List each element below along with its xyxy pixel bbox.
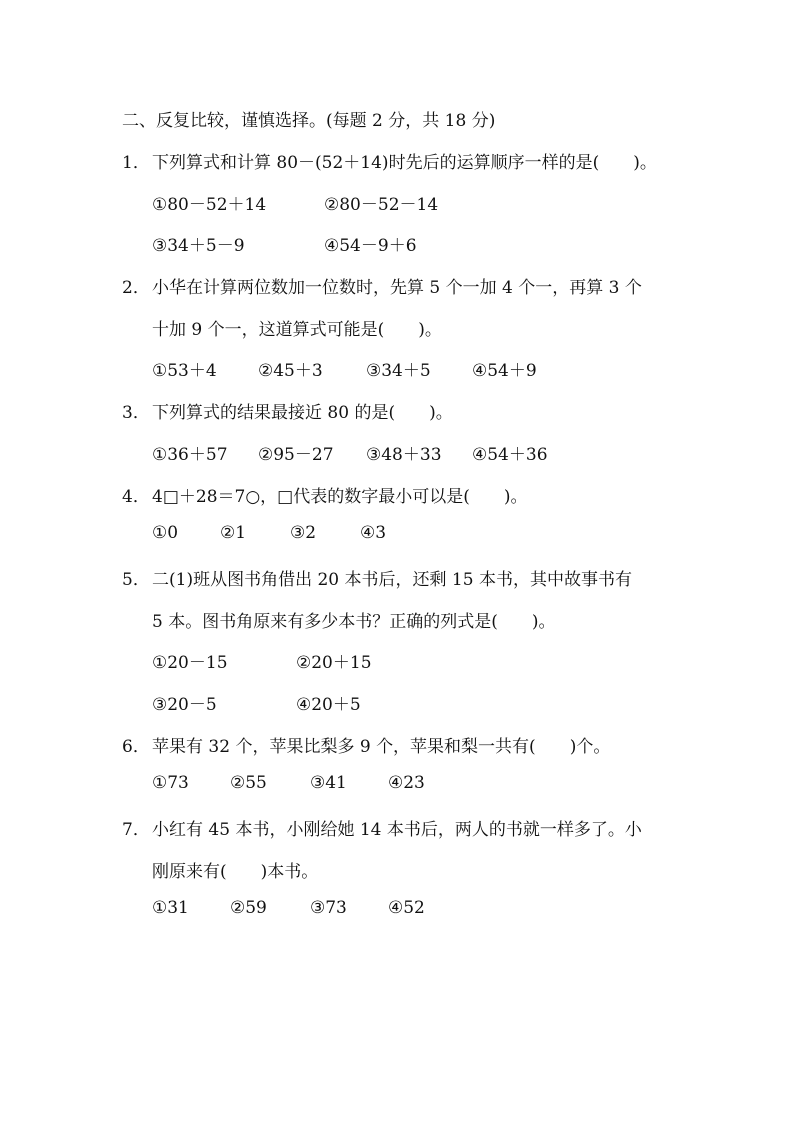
option-4[interactable]: ④23 xyxy=(388,773,425,793)
option-4[interactable]: ④54－9＋6 xyxy=(324,236,417,256)
option-4[interactable]: ④52 xyxy=(388,898,425,918)
option-1[interactable]: ①73 xyxy=(152,773,189,793)
question-number: 1． xyxy=(122,153,150,173)
option-2[interactable]: ②95－27 xyxy=(258,445,334,465)
question-7 xyxy=(122,815,642,840)
option-4[interactable]: ④20＋5 xyxy=(296,695,361,715)
question-text: 小红有 45 本书，小刚给她 14 本书后，两人的书就一样多了。小 xyxy=(152,820,642,840)
option-3[interactable]: ③2 xyxy=(290,523,317,543)
option-3[interactable]: ③48＋33 xyxy=(366,445,442,465)
question-text-continued: 刚原来有( )本书。 xyxy=(152,862,319,882)
question-text: 小华在计算两位数加一位数时，先算 5 个一加 4 个一，再算 3 个 xyxy=(152,278,642,298)
question-text: 苹果有 32 个，苹果比梨多 9 个，苹果和梨一共有( )个。 xyxy=(152,737,611,757)
question-6 xyxy=(122,732,610,757)
question-number: 2． xyxy=(122,278,150,298)
question-text: 二(1)班从图书角借出 20 本书后，还剩 15 本书，其中故事书有 xyxy=(152,570,632,590)
question-5 xyxy=(122,565,632,590)
question-text: 下列算式的结果最接近 80 的是( )。 xyxy=(152,403,453,423)
option-2[interactable]: ②45＋3 xyxy=(258,361,323,381)
option-3[interactable]: ③20－5 xyxy=(152,695,217,715)
question-text-continued: 5 本。图书角原来有多少本书？正确的列式是( )。 xyxy=(152,612,556,632)
option-2[interactable]: ②20＋15 xyxy=(296,653,372,673)
option-1[interactable]: ①80－52＋14 xyxy=(152,195,267,215)
option-2[interactable]: ②55 xyxy=(230,773,267,793)
option-1[interactable]: ①36＋57 xyxy=(152,445,228,465)
section-title: 二、反复比较，谨慎选择。(每题 2 分，共 18 分) xyxy=(122,111,496,131)
option-2[interactable]: ②80－52－14 xyxy=(324,195,439,215)
option-2[interactable]: ②1 xyxy=(220,523,247,543)
option-3[interactable]: ③73 xyxy=(310,898,347,918)
question-text: 下列算式和计算 80－(52＋14)时先后的运算顺序一样的是( )。 xyxy=(152,153,657,173)
option-1[interactable]: ①20－15 xyxy=(152,653,228,673)
question-number: 4． xyxy=(122,487,150,507)
option-1[interactable]: ①53＋4 xyxy=(152,361,217,381)
question-1 xyxy=(122,148,657,173)
option-1[interactable]: ①31 xyxy=(152,898,189,918)
question-text-continued: 十加 9 个一，这道算式可能是( )。 xyxy=(152,320,442,340)
option-3[interactable]: ③34＋5 xyxy=(366,361,431,381)
question-number: 6． xyxy=(122,737,150,757)
question-number: 5． xyxy=(122,570,150,590)
option-3[interactable]: ③34＋5－9 xyxy=(152,236,245,256)
option-2[interactable]: ②59 xyxy=(230,898,267,918)
option-3[interactable]: ③41 xyxy=(310,773,347,793)
option-1[interactable]: ①0 xyxy=(152,523,179,543)
question-number: 3． xyxy=(122,403,150,423)
question-number: 7． xyxy=(122,820,150,840)
question-text: 4□＋28＝7○，□代表的数字最小可以是( )。 xyxy=(152,487,528,507)
option-4[interactable]: ④54＋9 xyxy=(472,361,537,381)
question-2 xyxy=(122,273,642,298)
question-4 xyxy=(122,482,528,507)
option-4[interactable]: ④3 xyxy=(360,523,387,543)
option-4[interactable]: ④54＋36 xyxy=(472,445,548,465)
question-3 xyxy=(122,398,453,423)
